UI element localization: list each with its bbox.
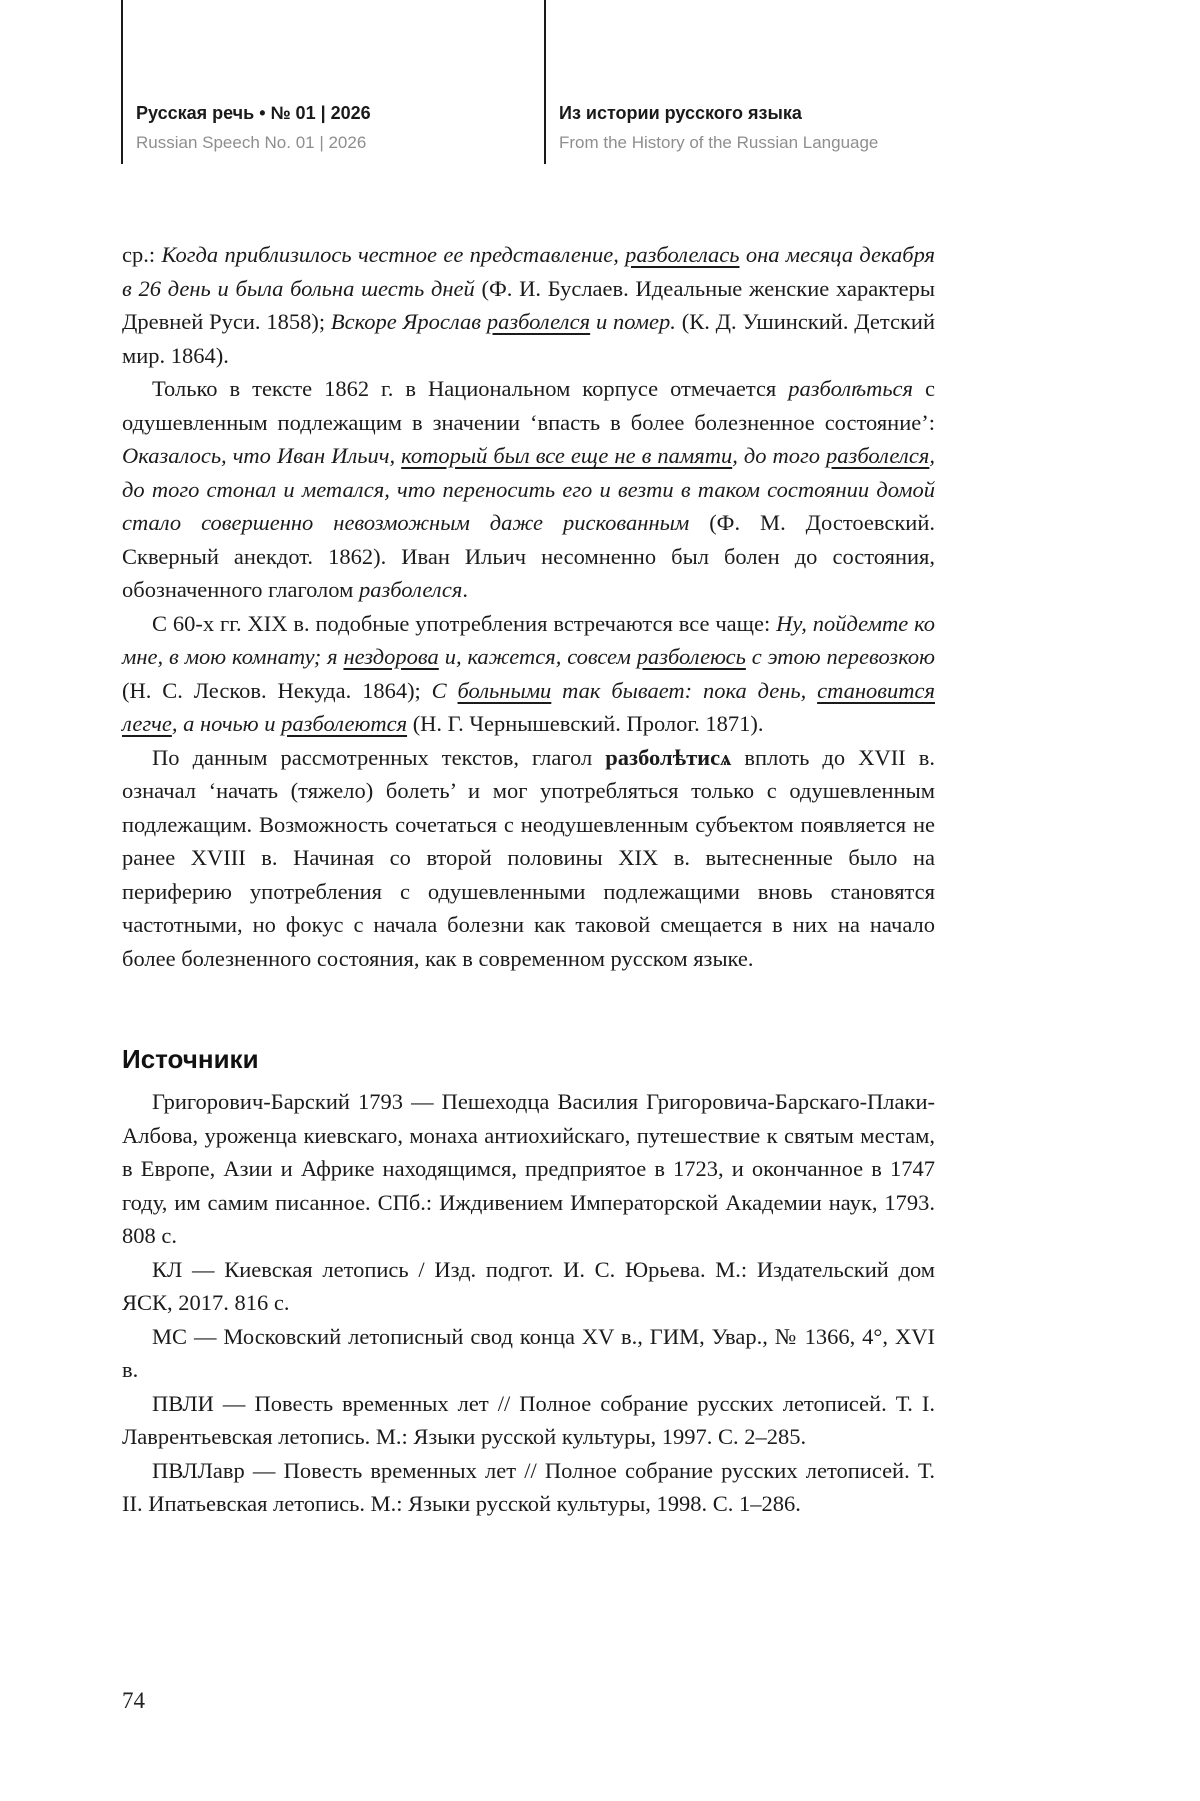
text-run: Когда приблизилось честное ее представление,	[161, 242, 626, 267]
text-run: разболелась	[625, 242, 740, 267]
section-title-en: From the History of the Russian Language	[559, 133, 879, 152]
text-run: , до того стонал и метался, что переносить его и везти в таком состоянии домой стало совершенно невозможным даже рискованным	[122, 443, 935, 535]
text-run: вплоть до XVII в. означал ‘начать (тяжело) болеть’ и мог употребляться только с одушевленным подлежащим. Возможность сочетаться с неодушевленным субъектом появляется не ранее XVIII в. Начиная со второй половины XIX в. вытесненные было на периферию употребления с одушевленными подлежащими вновь становятся частотными, но фокус с начала болезни как таковой смещается в них на начало более болезненного состояния, как в современном русском языке.	[122, 744, 935, 971]
text-run: По данным рассмотренных текстов, глагол	[152, 744, 606, 770]
text-run: (Ф. И. Буслаев. Идеальные женские характеры Древней Руси. 1858);	[122, 275, 935, 334]
article-body	[122, 238, 935, 975]
header-rule-right	[544, 0, 546, 164]
text-run: (Н. С. Лесков. Некуда. 1864);	[122, 677, 432, 703]
text-run: Только в тексте 1862 г. в Национальном корпусе отмечается	[152, 376, 789, 401]
body-paragraph	[122, 741, 935, 976]
text-run: разболелся	[486, 309, 591, 334]
text-run: (К. Д. Ушинский. Детский мир. 1864).	[122, 309, 935, 368]
text-run: С 60-х гг. XIX в. подобные употребления встречаются все чаще:	[152, 610, 777, 636]
header-rule-left	[121, 0, 123, 164]
header-left	[136, 103, 371, 152]
text-run: она месяца декабря в 26 день и была больна шесть дней	[122, 242, 935, 301]
text-run: (Н. Г. Чернышевский. Пролог. 1871).	[407, 711, 764, 736]
text-run: разболеются	[281, 711, 408, 736]
text-run: С	[431, 677, 458, 703]
page-number: 74	[122, 1688, 145, 1713]
article-content	[122, 238, 935, 1521]
source-entry: Григорович-Барский 1793 — Пешеходца Василия Григоровича-Барскаго-Плаки-Албова, уроженца киевскаго, монаха антиохийскаго, путешествие к святым местам, в Европе, Азии и Африке находящимся, предприятое в 1723, и окончанное в 1747 году, им самим писанное. СПб.: Иждивением Императорской Академии наук, 1793. 808 с.	[122, 1089, 935, 1248]
body-paragraph	[122, 607, 935, 741]
text-run: (Ф. М. Достоевский. Скверный анекдот. 1862). Иван Ильич несомненно был болен до состояния, обозначенного глаголом	[122, 510, 935, 602]
journal-title-en: Russian Speech No. 01 | 2026	[136, 133, 367, 152]
text-run: разболелся	[826, 443, 930, 468]
text-run: .	[462, 577, 468, 602]
text-run: с одушевленным подлежащим в значении ‘впасть в более болезненное состояние’:	[122, 376, 935, 435]
section-title-ru: Из истории русского языка	[559, 103, 802, 123]
sources-heading: Источники	[122, 1044, 259, 1074]
text-run: Ну, пойдемте ко мне, в мою комнату; я	[122, 610, 935, 669]
text-run: и помер.	[590, 309, 682, 334]
source-entry: МС — Московский летописный свод конца XV в., ГИМ, Увар., № 1366, 4°, XVI в.	[122, 1323, 935, 1382]
text-run: так бывает: пока день,	[551, 677, 818, 703]
header-right	[559, 103, 878, 152]
text-run: , до того	[732, 443, 827, 468]
text-run: , а ночью и	[171, 711, 282, 736]
sources-list	[122, 1085, 935, 1521]
text-run: нездорова	[343, 644, 439, 669]
text-run: разболелся	[358, 577, 463, 602]
text-run: который был все еще не в памяти	[401, 443, 733, 468]
source-entry: ПВЛЛавр — Повесть временных лет // Полное собрание русских летописей. Т. II. Ипатьевская летопись. М.: Языки русской культуры, 1998. С. 1–286.	[122, 1457, 935, 1516]
text-run: разболѣтисѧ	[605, 744, 732, 770]
journal-title-ru: Русская речь • № 01 | 2026	[136, 103, 371, 123]
source-entry: КЛ — Киевская летопись / Изд. подгот. И. С. Юрьева. М.: Издательский дом ЯСК, 2017. 816 с.	[122, 1256, 935, 1315]
text-run: разболѣться	[788, 376, 914, 401]
text-run: Оказалось, что Иван Ильич,	[122, 443, 402, 468]
text-run: с этою перевозкою	[745, 644, 935, 669]
body-paragraph	[122, 238, 935, 372]
text-run: и, кажется, совсем	[438, 644, 637, 669]
body-paragraph	[122, 372, 935, 607]
text-run: разболеюсь	[636, 644, 746, 669]
source-entry: ПВЛИ — Повесть временных лет // Полное собрание русских летописей. Т. I. Лаврентьевская летопись. М.: Языки русской культуры, 1997. С. 2–285.	[122, 1390, 935, 1449]
text-run: больными	[457, 677, 552, 703]
text-run: ср.:	[122, 242, 162, 267]
text-run: Вскоре Ярослав	[330, 309, 487, 334]
text-run: становится легче	[122, 677, 935, 736]
